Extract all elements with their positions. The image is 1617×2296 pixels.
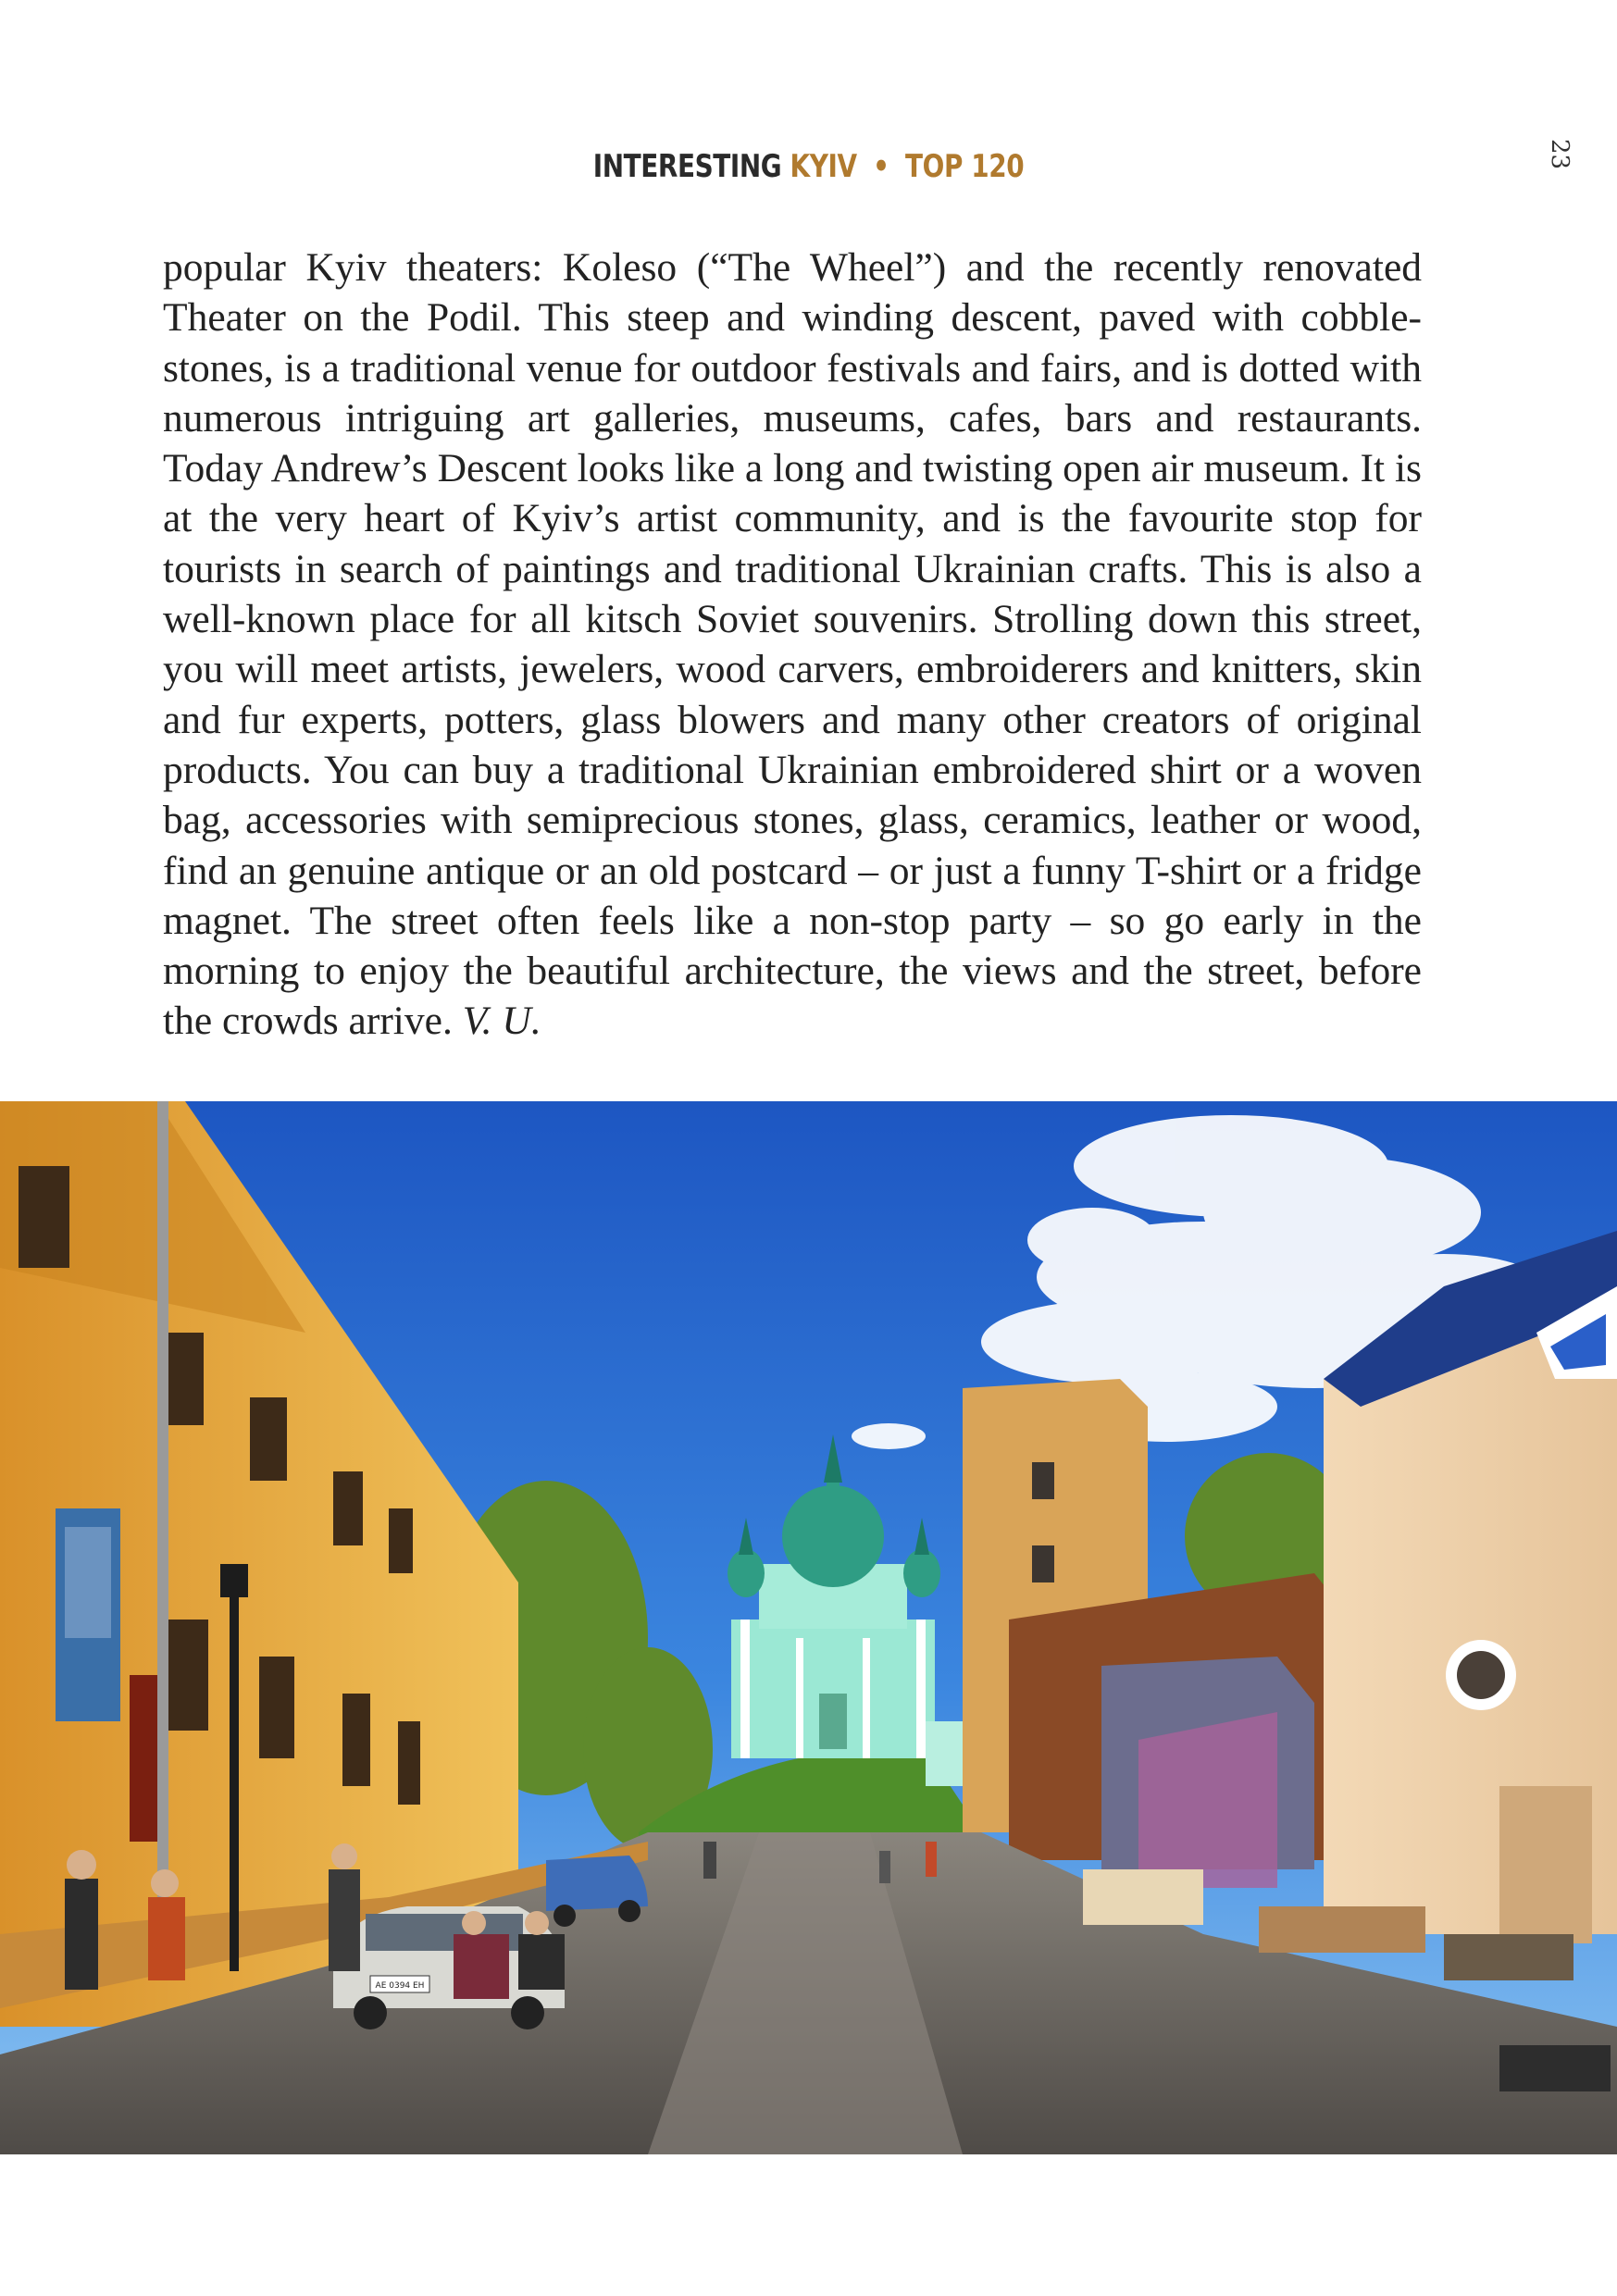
- author-initials: V. U.: [462, 999, 541, 1044]
- article-text: popular Kyiv theaters: Koleso (“The Wheel”) and the recently renovated Theater on the Podil. This steep and winding descent, paved with cobblestones, is a traditional venue for outdoor festivals and fairs, and is dotted with numerous intriguing art galleries, museums, cafes, bars and restaurants. Today Andrew’s Descent looks like a long and twisting open air museum. It is at the very heart of Kyiv’s artist community, and is the favourite stop for tourists in search of paintings and traditional Ukrainian crafts. This is also a well-known place for all kitsch Soviet souvenirs. Strolling down this street, you will meet artists, jewelers, wood carvers, embroiderers and knitters, skin and fur experts, potters, glass blowers and many other creators of original products. You can buy a traditional Ukrainian embroidered shirt or a woven bag, accessories with semiprecious stones, glass, ceramics, leather or wood, find an genuine antique or an old postcard – or just a funny T-shirt or a fridge magnet. The street often feels like a non-stop party – so go early in the morning to enjoy the beautiful architecture, the views and the street, before the crowds arrive.: [163, 245, 1422, 1044]
- running-head: [145, 148, 1472, 185]
- andrews-descent-photo: [0, 1101, 1617, 2154]
- running-head-bullet: •: [873, 148, 889, 185]
- page-number: 23: [1546, 139, 1573, 170]
- running-head-interesting: INTERESTING: [592, 148, 782, 185]
- street-lamp: [230, 1582, 239, 1971]
- car-plate: АЕ 0394 ЕН: [375, 1981, 425, 1991]
- running-head-kyiv: KYIV: [790, 148, 857, 185]
- running-head-top120: TOP 120: [905, 148, 1025, 185]
- article-body: [163, 242, 1422, 1047]
